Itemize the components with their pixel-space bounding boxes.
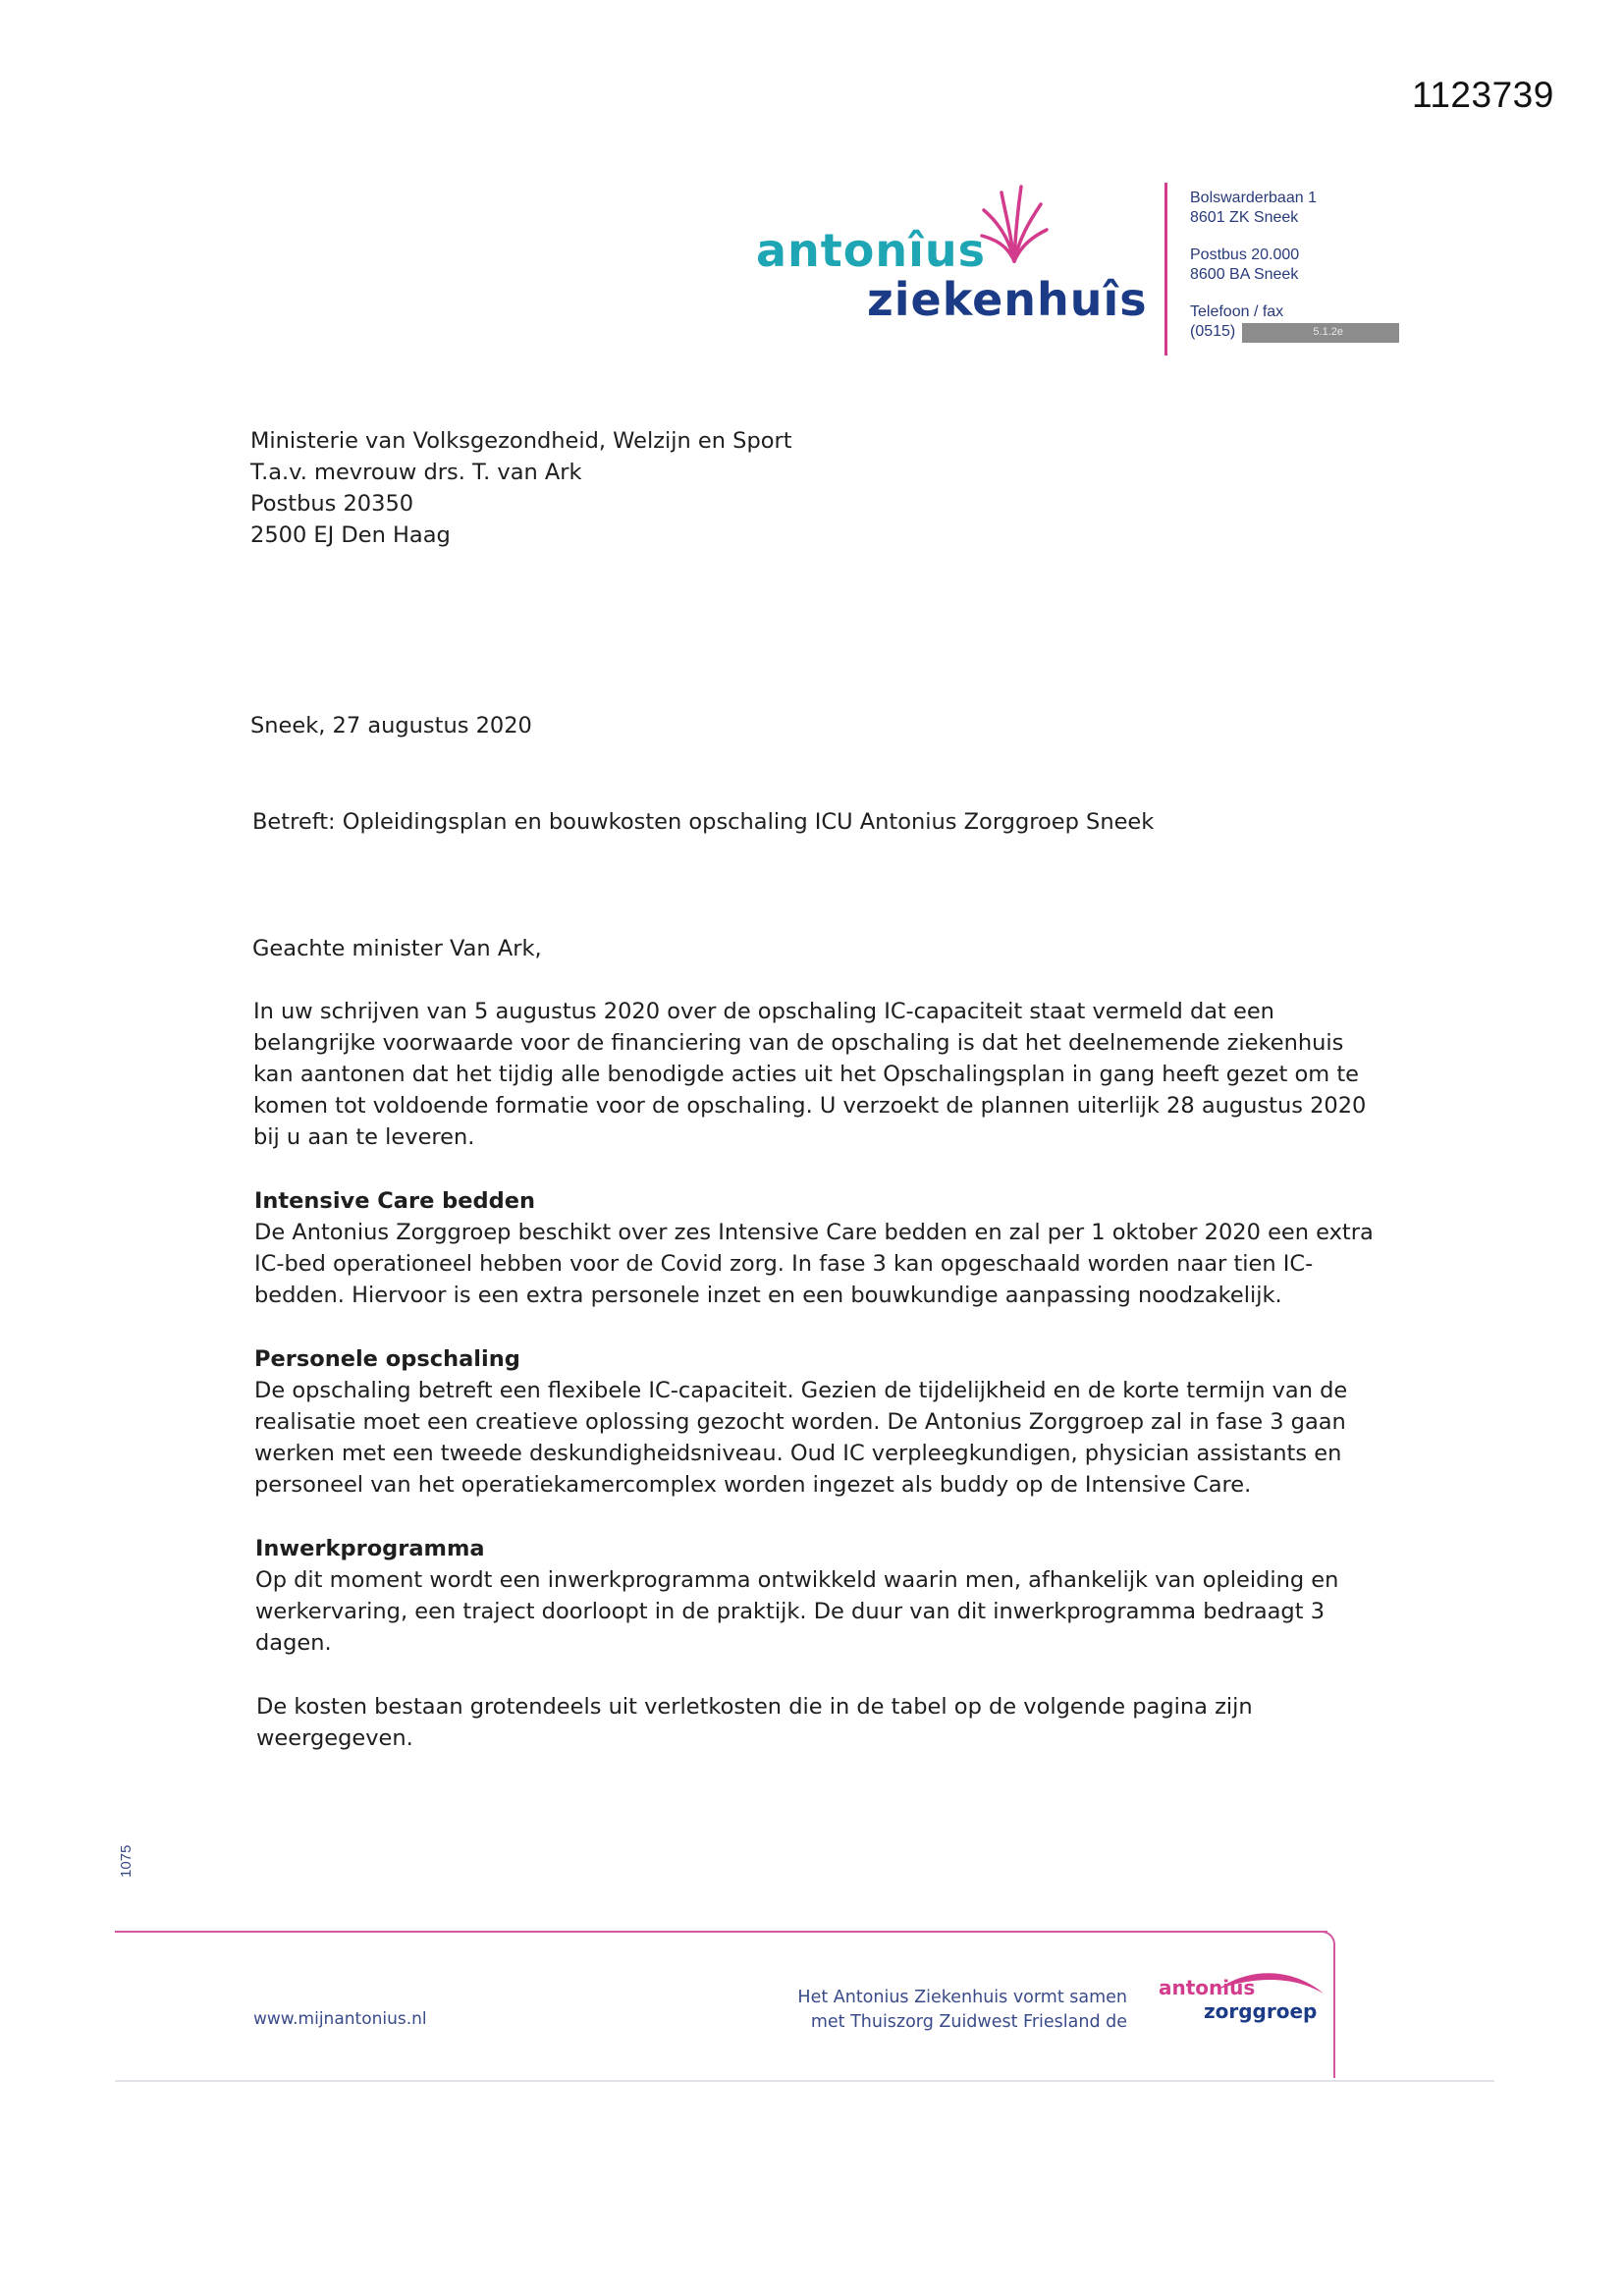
section-line: dagen. — [255, 1630, 332, 1656]
footer-logo-word-zorggroep: zorggroep — [1204, 1999, 1318, 2023]
bottom-divider — [115, 2080, 1494, 2082]
section-line: personeel van het operatiekamercomplex worden ingezet als buddy op de Intensive Care. — [254, 1472, 1252, 1498]
redaction-box — [1242, 323, 1399, 343]
logo-word-antonius: antonîus — [756, 224, 987, 277]
recipient-line: T.a.v. mevrouw drs. T. van Ark — [250, 460, 582, 485]
intro-line: bij u aan te leveren. — [253, 1124, 475, 1150]
section-heading-ic-beds: Intensive Care bedden — [254, 1188, 536, 1214]
footer-statement — [784, 1986, 1127, 2035]
address-street: Bolswarderbaan 1 — [1190, 190, 1317, 206]
intro-line: komen tot voldoende formatie voor de opschaling. U verzoekt de plannen uiterlijk 28 augustus 2020 — [253, 1093, 1367, 1119]
intro-line: kan aantonen dat het tijdig alle benodigde acties uit het Opschalingsplan in gang heeft gezet om te — [253, 1062, 1359, 1087]
subject-line: Betreft: Opleidingsplan en bouwkosten opschaling ICU Antonius Zorggroep Sneek — [252, 809, 1155, 835]
intro-line: In uw schrijven van 5 augustus 2020 over de opschaling IC-capaciteit staat vermeld dat een — [253, 999, 1274, 1024]
closing-line: De kosten bestaan grotendeels uit verletkosten die in de tabel op de volgende pagina zijn — [256, 1694, 1253, 1720]
redaction-code: 5.1.2e — [1313, 326, 1343, 338]
date-line: Sneek, 27 augustus 2020 — [250, 713, 532, 738]
section-line: IC-bed operationeel hebben voor de Covid zorg. In fase 3 kan opgeschaald worden naar tien IC- — [254, 1251, 1314, 1277]
section-heading-staffing: Personele opschaling — [254, 1346, 520, 1372]
section-line: realisatie moet een creatieve oplossing gezocht worden. De Antonius Zorggroep zal in fase 3 gaan — [254, 1409, 1346, 1435]
sender-address — [1190, 189, 1317, 342]
recipient-line: 2500 EJ Den Haag — [250, 522, 451, 548]
address-city: 8601 ZK Sneek — [1190, 209, 1299, 226]
address-phone-prefix: (0515) — [1190, 323, 1236, 340]
intro-line: belangrijke voorwaarde voor de financiering van de opschaling is dat het deelnemende ziekenhuis — [253, 1030, 1344, 1056]
logo-flower-icon — [980, 185, 1049, 263]
address-postbus-city: 8600 BA Sneek — [1190, 266, 1299, 283]
section-line: Op dit moment wordt een inwerkprogramma ontwikkeld waarin men, afhankelijk van opleiding en — [255, 1567, 1339, 1593]
salutation: Geachte minister Van Ark, — [252, 936, 542, 961]
section-heading-onboarding: Inwerkprogramma — [255, 1536, 485, 1561]
recipient-line: Ministerie van Volksgezondheid, Welzijn en Sport — [250, 428, 792, 454]
side-code: 1075 — [118, 1844, 135, 1878]
address-phone-label: Telefoon / fax — [1190, 303, 1284, 320]
section-line: werken met een tweede deskundigheidsniveau. Oud IC verpleegkundigen, physician assistants en — [254, 1441, 1342, 1466]
closing-line: weergegeven. — [256, 1725, 413, 1751]
antonius-ziekenhuis-logo — [756, 185, 1168, 332]
footer-statement-line: met Thuiszorg Zuidwest Friesland de — [810, 2012, 1127, 2032]
footer-website: www.mijnantonius.nl — [253, 2009, 427, 2029]
logo-word-ziekenhuis: ziekenhuîs — [867, 273, 1148, 326]
footer-logo-word-antonius: antonius — [1159, 1976, 1256, 1999]
section-line: De Antonius Zorggroep beschikt over zes Intensive Care bedden en zal per 1 oktober 2020 een extra — [254, 1220, 1374, 1245]
section-line: werkervaring, een traject doorloopt in de praktijk. De duur van dit inwerkprogramma bedraagt 3 — [255, 1599, 1326, 1624]
document-number: 1123739 — [1412, 75, 1554, 115]
address-postbus: Postbus 20.000 — [1190, 246, 1300, 263]
footer-statement-line: Het Antonius Ziekenhuis vormt samen — [797, 1988, 1127, 2007]
footer-divider — [115, 1931, 1327, 1933]
address-divider — [1164, 183, 1167, 355]
antonius-zorggroep-logo — [1159, 1964, 1326, 2033]
recipient-line: Postbus 20350 — [250, 491, 414, 517]
section-line: bedden. Hiervoor is een extra personele inzet en een bouwkundige aanpassing noodzakelijk. — [254, 1283, 1282, 1308]
section-line: De opschaling betreft een flexibele IC-capaciteit. Gezien de tijdelijkheid en de korte termijn van de — [254, 1378, 1348, 1403]
